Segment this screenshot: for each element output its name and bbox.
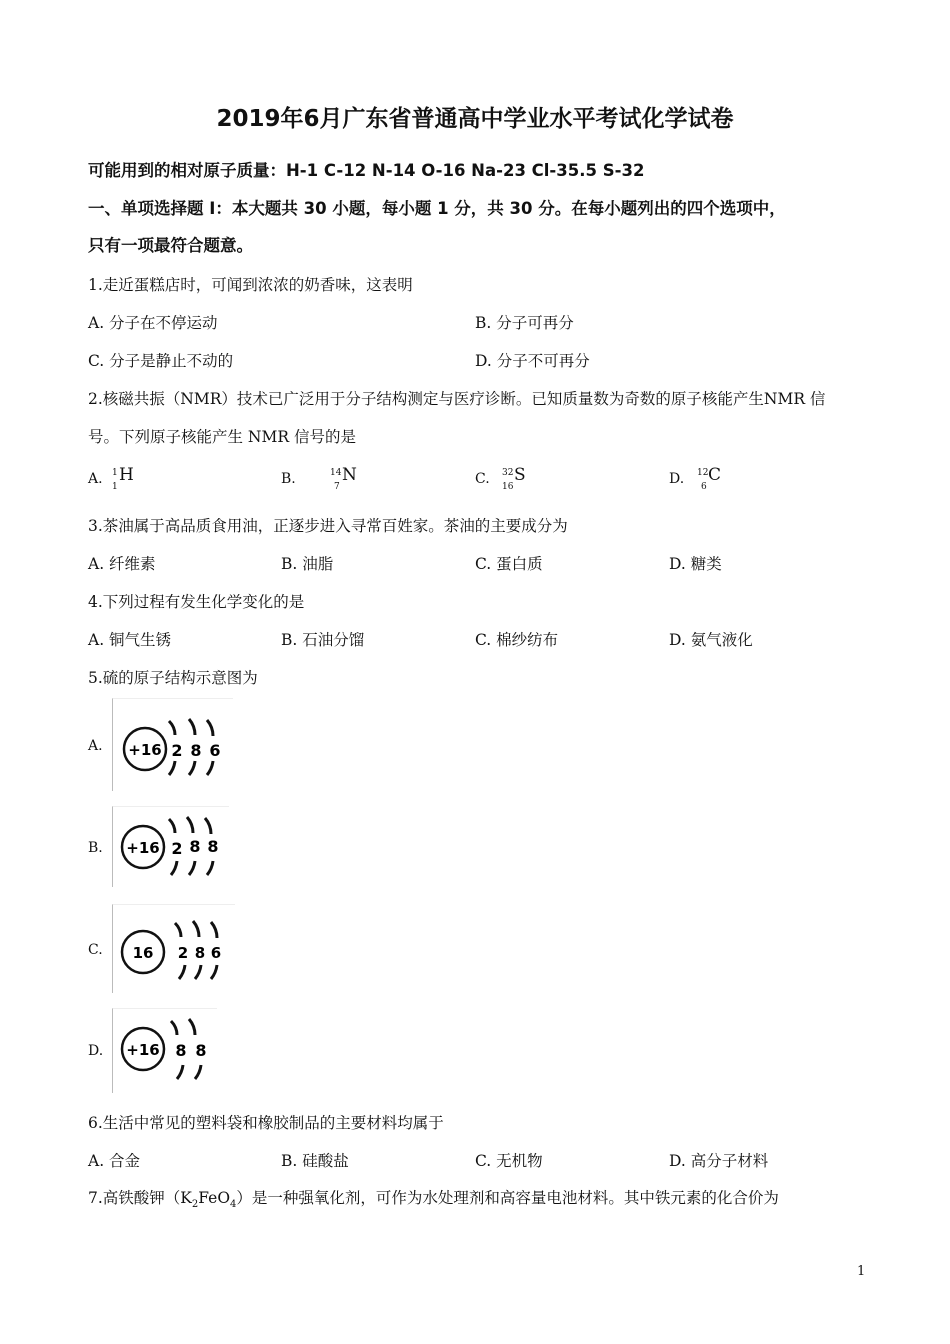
- q5-option-c-diagram: [112, 904, 235, 993]
- q1-option-a: A. 分子在不停运动: [88, 314, 218, 332]
- q2-stem-line1: 2.核磁共振（NMR）技术已广泛用于分子结构测定与医疗诊断。已知质量数为奇数的原子核能产生NMR 信: [88, 390, 826, 408]
- q2-option-c-letter: C.: [475, 471, 490, 487]
- q7-formula-mid: FeO: [198, 1189, 231, 1207]
- q6-option-a: A. 合金: [88, 1152, 141, 1170]
- q5-option-d-letter: D.: [88, 1043, 104, 1059]
- q6-option-b: B. 硅酸盐: [281, 1152, 349, 1170]
- mass-number: 32: [502, 468, 514, 478]
- q7-sub-o: 4: [230, 1199, 237, 1211]
- q2-option-a-letter: A.: [88, 471, 103, 487]
- q2-option-b-letter: B.: [281, 471, 296, 487]
- q6-option-c: C. 无机物: [475, 1152, 543, 1170]
- q3-stem: 3.茶油属于高品质食用油，正逐步进入寻常百姓家。茶油的主要成分为: [88, 517, 568, 535]
- q1-option-b: B. 分子可再分: [475, 314, 574, 332]
- shell-electrons: 2: [171, 839, 183, 858]
- q7-sub-k: 2: [191, 1199, 199, 1211]
- element-symbol: S: [514, 465, 526, 485]
- atomic-number: 16: [502, 482, 514, 492]
- mass-number: 12: [697, 468, 709, 478]
- q4-option-a: A. 铜气生锈: [88, 631, 172, 649]
- q5-option-c-letter: C.: [88, 942, 103, 958]
- q4-option-b: B. 石油分馏: [281, 631, 365, 649]
- shell-electrons: 8: [194, 944, 206, 962]
- q3-option-a: A. 纤维素: [88, 555, 156, 573]
- mass-number: 14: [330, 468, 342, 478]
- q2-option-a-nuclide: [112, 465, 142, 500]
- shell-electrons: 8: [195, 1041, 207, 1060]
- section-heading-line1: 一、单项选择题 I：本大题共 30 小题，每小题 1 分，共 30 分。在每小题列出的四个选项中，: [88, 199, 786, 218]
- q4-option-d: D. 氨气液化: [669, 631, 753, 649]
- shell-electrons: 8: [175, 1041, 187, 1060]
- q6-stem: 6.生活中常见的塑料袋和橡胶制品的主要材料均属于: [88, 1114, 444, 1132]
- q6-option-d: D. 高分子材料: [669, 1152, 769, 1170]
- q3-option-c: C. 蛋白质: [475, 555, 543, 573]
- nucleus-charge: +16: [128, 741, 162, 759]
- page-title: 2019年6月广东省普通高中学业水平考试化学试卷: [216, 106, 734, 132]
- q2-option-c-nuclide: [502, 465, 532, 500]
- nucleus-charge: 16: [132, 944, 154, 962]
- q4-option-c: C. 棉纱纺布: [475, 631, 559, 649]
- element-symbol: N: [342, 465, 357, 485]
- q7-stem: [88, 1186, 779, 1210]
- q7-stem-pre: 7.高铁酸钾（K: [88, 1189, 192, 1207]
- nucleus-charge: +16: [126, 1041, 160, 1059]
- q4-stem: 4.下列过程有发生化学变化的是: [88, 593, 305, 611]
- element-symbol: H: [119, 465, 134, 485]
- element-symbol: C: [708, 465, 722, 485]
- shell-electrons: 2: [171, 741, 183, 760]
- q2-stem-line2: 号。下列原子核能产生 NMR 信号的是: [88, 428, 356, 446]
- q3-option-b: B. 油脂: [281, 555, 334, 573]
- shell-electrons: 8: [190, 741, 202, 760]
- atomic-number: 1: [112, 482, 118, 492]
- atomic-number: 6: [701, 482, 707, 492]
- section-heading-line2: 只有一项最符合题意。: [88, 236, 253, 255]
- q1-stem: 1.走近蛋糕店时，可闻到浓浓的奶香味，这表明: [88, 276, 413, 294]
- shell-electrons: 6: [210, 944, 222, 962]
- q2-option-b-nuclide: [330, 465, 360, 500]
- q2-option-d-nuclide: [697, 465, 727, 500]
- q5-stem: 5.硫的原子结构示意图为: [88, 669, 258, 687]
- nucleus-charge: +16: [126, 839, 160, 857]
- q5-option-b-letter: B.: [88, 840, 103, 856]
- shell-electrons: 8: [207, 837, 219, 856]
- atomic-number: 7: [334, 482, 340, 492]
- mass-number: 1: [112, 468, 118, 478]
- q5-option-a-diagram: [112, 698, 233, 791]
- q1-option-c: C. 分子是静止不动的: [88, 352, 234, 370]
- q2-option-d-letter: D.: [669, 471, 685, 487]
- q1-option-d: D. 分子不可再分: [475, 352, 590, 370]
- q5-option-a-letter: A.: [88, 738, 103, 754]
- q5-option-d-diagram: [112, 1008, 217, 1093]
- q3-option-d: D. 糖类: [669, 555, 722, 573]
- shell-electrons: 8: [189, 837, 201, 856]
- q5-option-b-diagram: [112, 806, 229, 887]
- page-number: 1: [857, 1264, 866, 1279]
- atomic-masses-line: 可能用到的相对原子质量：H-1 C-12 N-14 O-16 Na-23 Cl-35.5 S-32: [88, 161, 645, 180]
- shell-electrons: 6: [209, 741, 221, 760]
- shell-electrons: 2: [177, 944, 189, 962]
- q7-stem-post: ）是一种强氧化剂，可作为水处理剂和高容量电池材料。其中铁元素的化合价为: [236, 1189, 779, 1207]
